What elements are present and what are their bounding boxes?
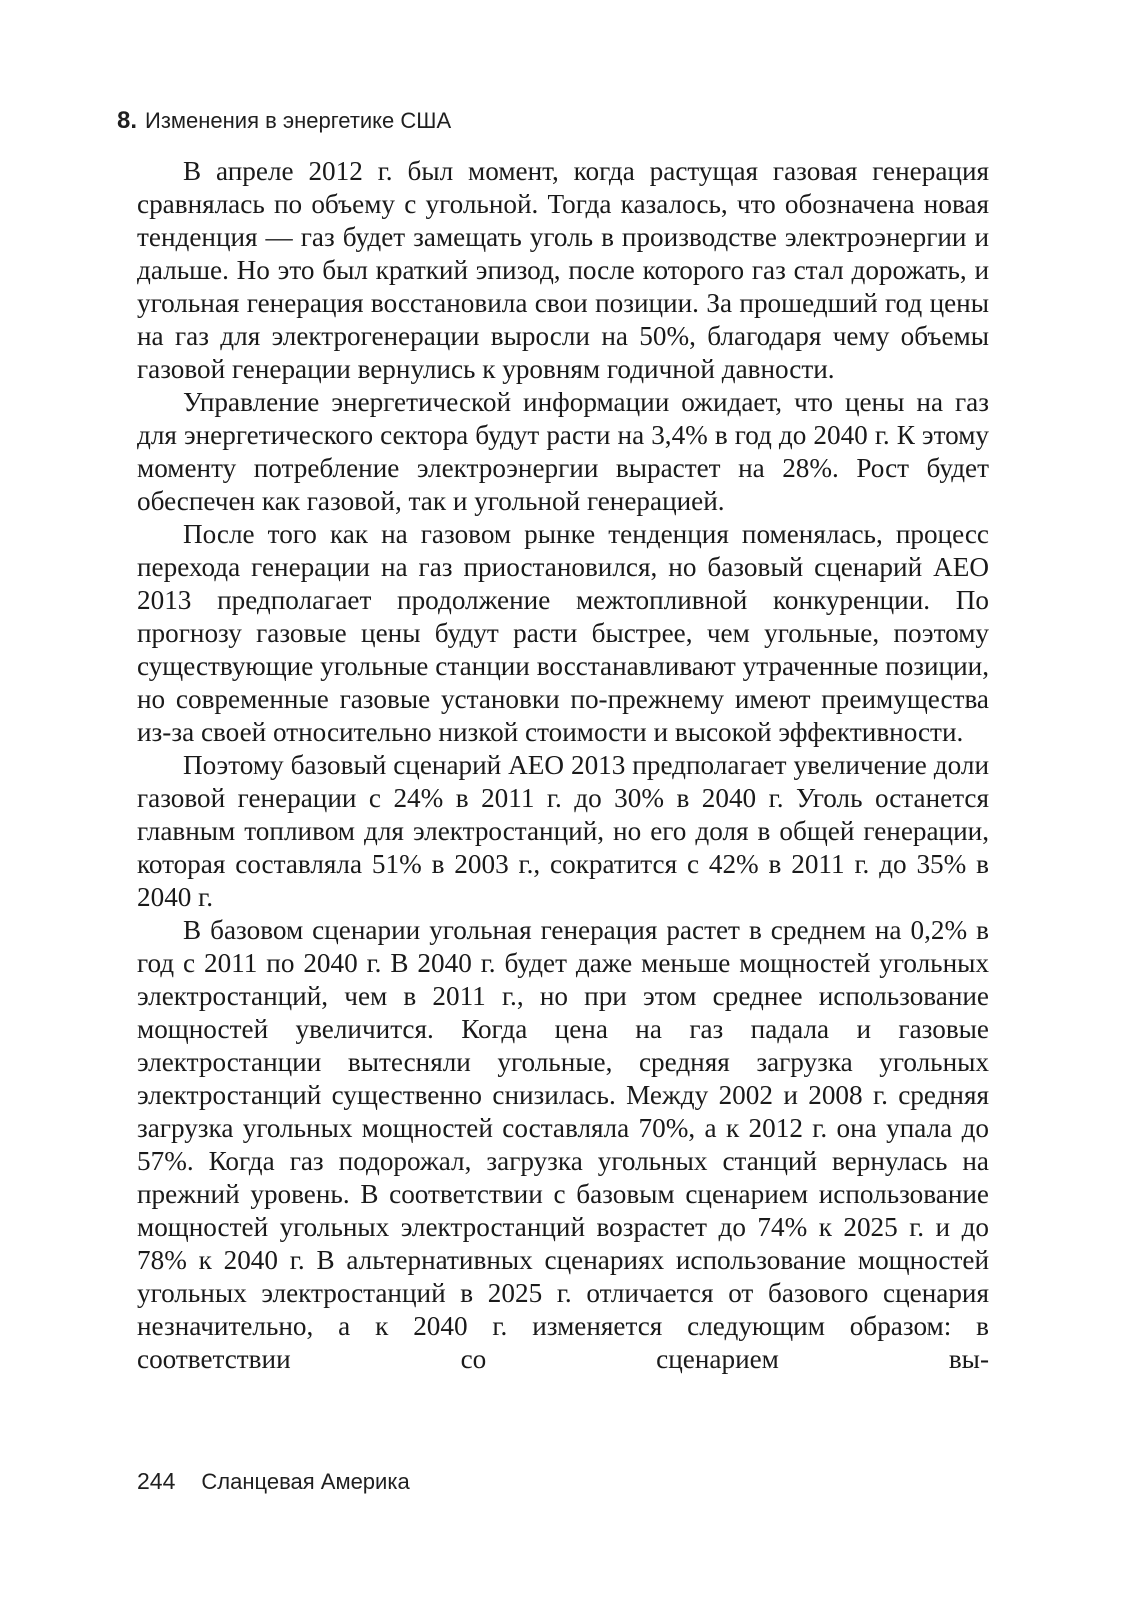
book-title: Сланцевая Америка — [201, 1469, 410, 1494]
body-text — [137, 155, 989, 1376]
paragraph: В апреле 2012 г. был момент, когда растущая газовая генерация сравнялась по объему с угольной. Тогда казалось, что обозначена новая тенденция — газ будет замещать уголь в производстве электроэнергии и дальше. Но это был краткий эпизод, после которого газ стал дорожать, и угольная генерация восстановила свои позиции. За прошедший год цены на газ для электрогенерации выросли на 50%, благодаря чему объемы газовой генерации вернулись к уровням годичной давности. — [137, 156, 989, 384]
page-footer — [137, 1466, 410, 1497]
paragraph: Поэтому базовый сценарий AEO 2013 предполагает увеличение доли газовой генерации с 24% в 2011 г. до 30% в 2040 г. Уголь останется главным топливом для электростанций, но его доля в общей генерации, которая составляла 51% в 2003 г., сократится с 42% в 2011 г. до 35% в 2040 г. — [137, 750, 989, 912]
running-head — [117, 106, 451, 136]
page-number: 244 — [137, 1468, 176, 1494]
paragraph: Управление энергетической информации ожидает, что цены на газ для энергетического сектора будут расти на 3,4% в год до 2040 г. К этому моменту потребление электроэнергии вырастет на 28%. Рост будет обеспечен как газовой, так и угольной генерацией. — [137, 387, 989, 516]
chapter-title: Изменения в энергетике США — [145, 108, 452, 133]
chapter-number: 8. — [117, 107, 138, 134]
paragraph: После того как на газовом рынке тенденция поменялась, процесс перехода генерации на газ приостановился, но базовый сценарий AEO 2013 предполагает продолжение межтопливной конкуренции. По прогнозу газовые цены будут расти быстрее, чем угольные, поэтому существующие угольные станции восстанавливают утраченные позиции, но современные газовые установки по-прежнему имеют преимущества из-за своей относительно низкой стоимости и высокой эффективности. — [137, 519, 989, 747]
paragraph: В базовом сценарии угольная генерация растет в среднем на 0,2% в год с 2011 по 2040 г. В 2040 г. будет даже меньше мощностей угольных электростанций, чем в 2011 г., но при этом среднее использование мощностей увеличится. Когда цена на газ падала и газовые электростанции вытесняли угольные, средняя загрузка угольных электростанций существенно снизилась. Между 2002 и 2008 г. средняя загрузка угольных мощностей составляла 70%, а к 2012 г. она упала до 57%. Когда газ подорожал, загрузка угольных станций вернулась на прежний уровень. В соответствии с базовым сценарием использование мощностей угольных электростанций возрастет до 74% к 2025 г. и до 78% к 2040 г. В альтернативных сценариях использование мощностей угольных электростанций в 2025 г. отличается от базового сценария незначительно, а к 2040 г. изменяется следующим образом: в соответствии со сценарием вы- — [137, 915, 989, 1374]
